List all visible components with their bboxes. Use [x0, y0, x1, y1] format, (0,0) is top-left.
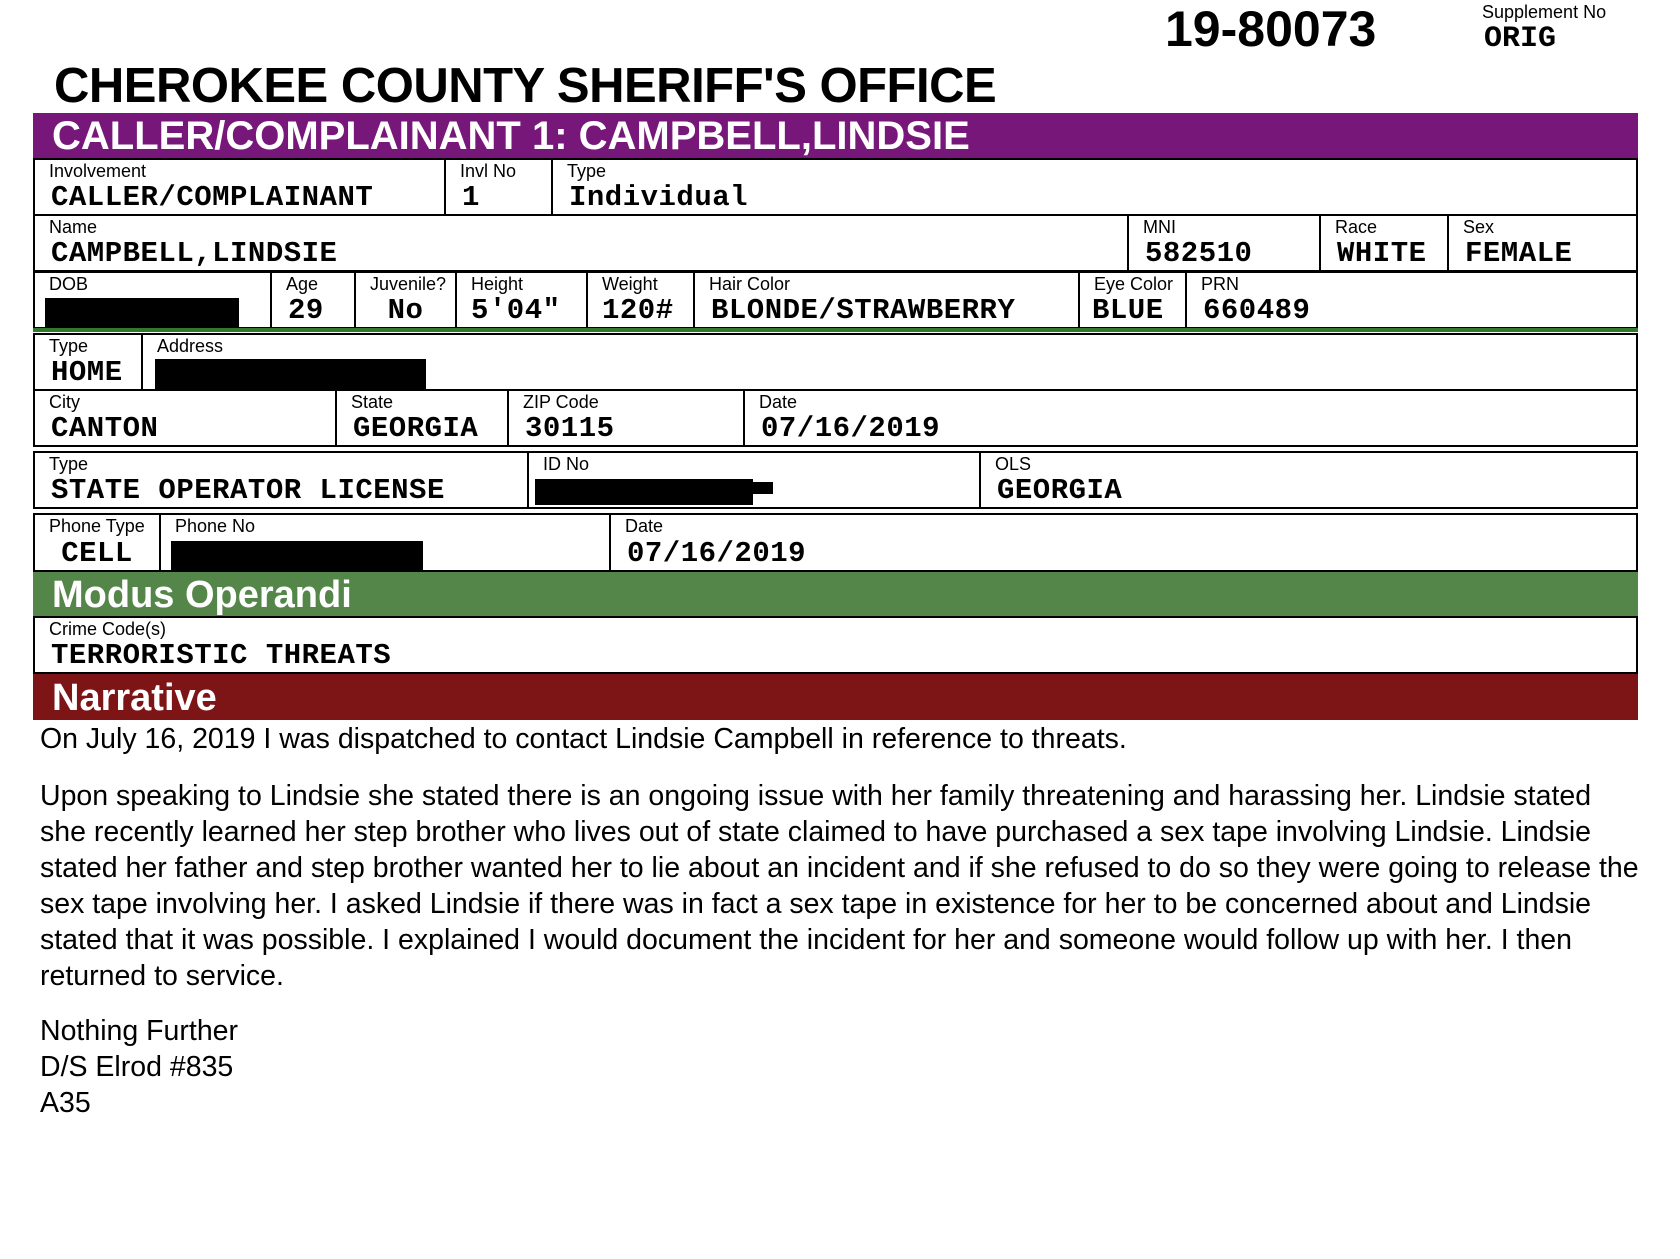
sex-label: Sex: [1463, 217, 1495, 237]
name-label: Name: [49, 217, 98, 237]
phone-type-value: CELL: [61, 537, 133, 570]
case-number: 19-80073: [1165, 1, 1377, 57]
type-label: Type: [567, 161, 607, 181]
id-no-redaction: [535, 479, 753, 505]
address-type-cell: [35, 335, 141, 389]
prn-label: PRN: [1201, 274, 1240, 294]
physical-row: [33, 271, 1638, 329]
dob-label: DOB: [49, 274, 89, 294]
phone-date-label: Date: [625, 516, 664, 536]
address-type-label: Type: [49, 336, 89, 356]
supplement-value: ORIG: [1484, 22, 1557, 56]
agency-title: CHEROKEE COUNTY SHERIFF'S OFFICE: [54, 59, 997, 113]
involvement-cell: [35, 160, 444, 214]
state-value: GEORGIA: [353, 412, 479, 445]
hair-color-label: Hair Color: [709, 274, 791, 294]
address-type-value: HOME: [51, 356, 123, 389]
id-type-cell: [35, 453, 527, 507]
weight-value: 120#: [602, 294, 674, 327]
juvenile-value: No: [387, 294, 424, 327]
race-value: WHITE: [1337, 237, 1427, 270]
id-type-label: Type: [49, 454, 89, 474]
ols-value: GEORGIA: [997, 474, 1123, 507]
height-value: 5'04": [471, 294, 561, 327]
height-label: Height: [471, 274, 524, 294]
phone-date-cell: [609, 515, 1636, 570]
narrative-paragraph-2: Upon speaking to Lindsie she stated there is an ongoing issue with her family threatening and harassing her. Lindsie stated she recently learned her step brother who lives out of state claimed to have purchased a sex tape involving Lindsie. Lindsie stated her father and step brother wanted her to lie about an incident and if she refused to do so they were going to release the sex tape involving her. I asked Lindsie if there was in fact a sex tape in existence for her to be concerned about and Lindsie stated that it was possible. I explained I would document the incident for her and someone would follow up with her. I then returned to service.: [40, 780, 1639, 992]
prn-cell: [1185, 273, 1636, 327]
phone-row: [33, 513, 1638, 572]
id-no-cell: [527, 453, 979, 507]
crime-code-row: [33, 616, 1638, 674]
age-label: Age: [286, 274, 319, 294]
involvement-label: Involvement: [49, 161, 147, 181]
weight-label: Weight: [602, 274, 658, 294]
involvement-row: [33, 158, 1638, 216]
zip-cell: [507, 391, 743, 445]
section-divider: [33, 328, 1638, 332]
narrative-closing-1: Nothing Further: [40, 1015, 239, 1047]
invl-no-cell: [444, 160, 551, 214]
hair-color-cell: [693, 273, 1078, 327]
id-type-value: STATE OPERATOR LICENSE: [51, 474, 445, 507]
address-redaction: [155, 359, 426, 391]
hair-color-value: BLONDE/STRAWBERRY: [711, 294, 1016, 327]
address-date-cell: [743, 391, 1636, 445]
state-label: State: [351, 392, 394, 412]
type-cell: [551, 160, 1636, 214]
phone-type-cell: [35, 515, 159, 570]
address-type-row: [33, 333, 1638, 391]
type-value: Individual: [569, 181, 749, 214]
phone-no-label: Phone No: [175, 516, 256, 536]
crime-code-cell: [35, 618, 1636, 672]
city-cell: [35, 391, 335, 445]
narrative-closing-2: D/S Elrod #835: [40, 1051, 234, 1083]
crime-code-value: TERRORISTIC THREATS: [51, 639, 392, 672]
age-value: 29: [288, 294, 324, 327]
invl-no-value: 1: [462, 181, 480, 214]
invl-no-label: Invl No: [460, 161, 517, 181]
ols-label: OLS: [995, 454, 1032, 474]
mni-value: 582510: [1145, 237, 1253, 270]
phone-no-cell: [159, 515, 609, 570]
name-cell: [35, 216, 1127, 270]
caller-section-header: CALLER/COMPLAINANT 1: CAMPBELL,LINDSIE: [33, 113, 1638, 158]
weight-cell: [586, 273, 693, 327]
id-no-label: ID No: [543, 454, 590, 474]
height-cell: [455, 273, 586, 327]
id-no-redaction-tail: [749, 482, 773, 494]
address-label: Address: [157, 336, 224, 356]
supplement-label: Supplement No: [1482, 2, 1607, 22]
name-row: [33, 214, 1638, 272]
race-cell: [1319, 216, 1447, 270]
eye-color-value: BLUE: [1092, 294, 1164, 327]
phone-date-value: 07/16/2019: [627, 537, 807, 570]
address-date-value: 07/16/2019: [761, 412, 941, 445]
address-date-label: Date: [759, 392, 798, 412]
narrative-header: Narrative: [33, 674, 1638, 720]
sex-cell: [1447, 216, 1636, 270]
city-row: [33, 389, 1638, 447]
eye-color-cell: [1078, 273, 1185, 327]
ols-cell: [979, 453, 1636, 507]
crime-code-label: Crime Code(s): [49, 619, 167, 639]
eye-color-label: Eye Color: [1094, 274, 1174, 294]
zip-value: 30115: [525, 412, 615, 445]
race-label: Race: [1335, 217, 1378, 237]
juvenile-cell: [354, 273, 455, 327]
dob-cell: [35, 273, 270, 327]
address-cell: [141, 335, 1636, 389]
age-cell: [270, 273, 354, 327]
city-value: CANTON: [51, 412, 159, 445]
zip-label: ZIP Code: [523, 392, 599, 412]
involvement-value: CALLER/COMPLAINANT: [51, 181, 374, 214]
mni-cell: [1127, 216, 1319, 270]
phone-type-label: Phone Type: [49, 516, 145, 536]
sex-value: FEMALE: [1465, 237, 1573, 270]
mni-label: MNI: [1143, 217, 1176, 237]
state-cell: [335, 391, 507, 445]
prn-value: 660489: [1203, 294, 1311, 327]
narrative-closing-3: A35: [40, 1087, 91, 1119]
dob-redaction: [45, 298, 239, 331]
name-value: CAMPBELL,LINDSIE: [51, 237, 338, 270]
identification-row: [33, 451, 1638, 509]
phone-no-redaction: [171, 541, 423, 573]
modus-operandi-header: Modus Operandi: [33, 572, 1638, 616]
city-label: City: [49, 392, 80, 412]
juvenile-label: Juvenile?: [370, 274, 447, 294]
narrative-paragraph-1: On July 16, 2019 I was dispatched to contact Lindsie Campbell in reference to threats.: [40, 723, 1127, 755]
